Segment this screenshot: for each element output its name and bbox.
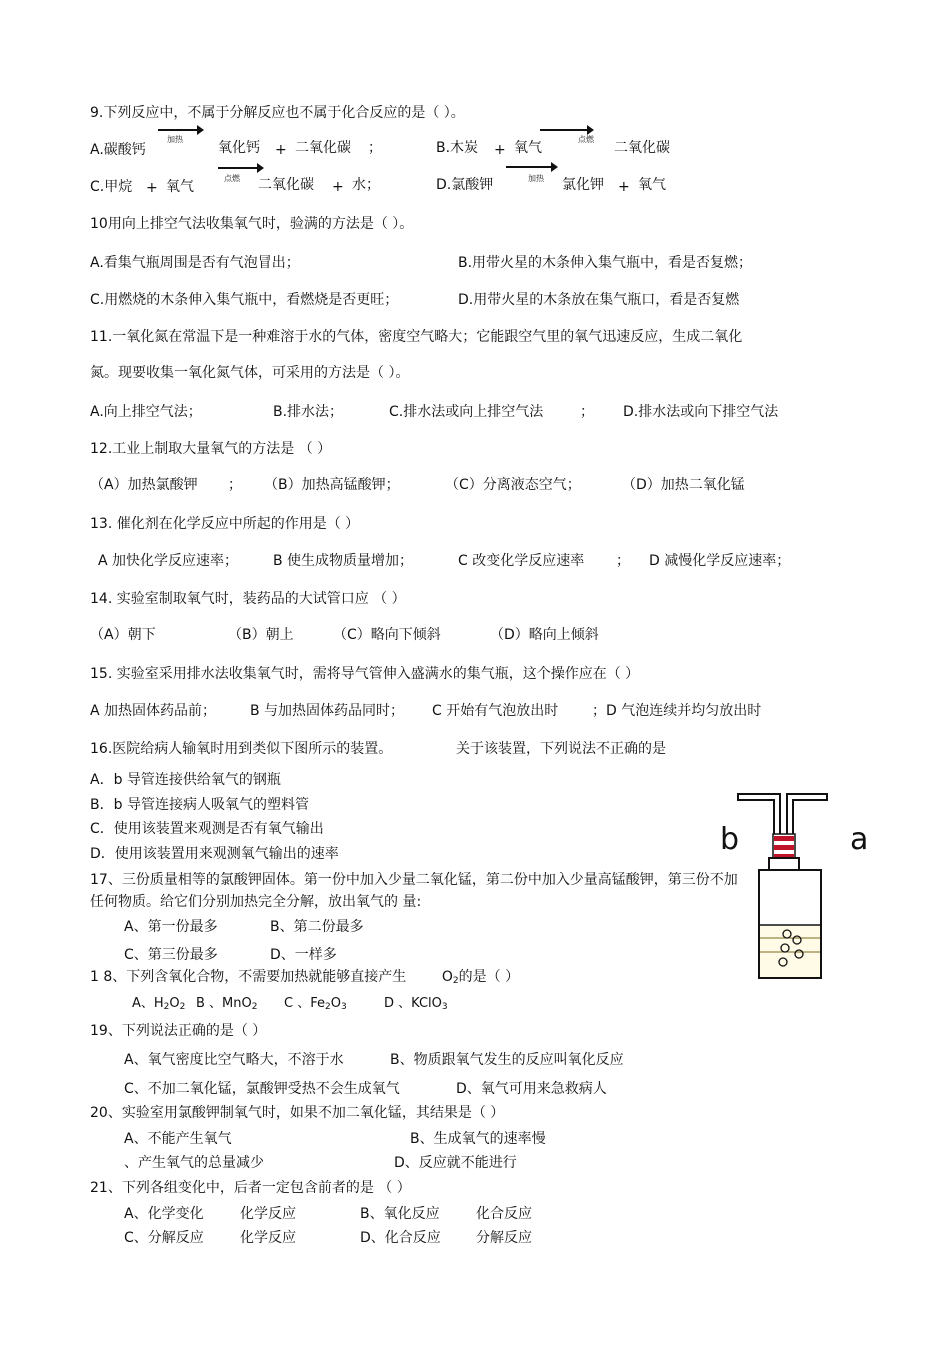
q9-d-arrow bbox=[506, 166, 556, 168]
q11-option-d: D.排水法或向下排空气法 bbox=[623, 404, 779, 420]
q21-stem: 21、下列各组变化中，后者一定包含前者的是 （ ） bbox=[90, 1180, 411, 1196]
q9-a-arrow bbox=[158, 129, 202, 131]
q9-b-product: 二氧化碳 bbox=[614, 140, 670, 156]
q13-stem: 13. 催化剂在化学反应中所起的作用是（ ） bbox=[90, 516, 360, 532]
q9-d-condition: 加热 bbox=[528, 174, 544, 183]
q19-stem: 19、下列说法正确的是（ ） bbox=[90, 1023, 267, 1039]
q19-option-d: D、氧气可用来急救病人 bbox=[456, 1081, 607, 1097]
q15-option-c: C 开始有气泡放出时 bbox=[432, 703, 559, 719]
figure-label-a: a bbox=[850, 822, 869, 857]
q9-c-reactant2: 氧气 bbox=[166, 179, 194, 195]
q9-a-semicolon: ； bbox=[368, 140, 382, 156]
q16-stem-part2: 关于该装置，下列说法不正确的是 bbox=[456, 741, 666, 757]
q9-a-plus: + bbox=[275, 142, 287, 158]
q17-option-c: C、第三份最多 bbox=[124, 947, 218, 963]
q17-stem-line2: 任何物质。给它们分别加热完全分解，放出氧气的 量: bbox=[90, 894, 422, 910]
q18-stem: 1 8、下列含氧化合物，不需要加热就能够直接产生 $O_2$的是（ ） bbox=[90, 969, 520, 986]
q9-stem: 9.下列反应中，不属于分解反应也不属于化合反应的是（ ）。 bbox=[90, 105, 465, 121]
q9-d-product1: 氯化钾 bbox=[562, 177, 604, 193]
q21-option-d-second: 分解反应 bbox=[476, 1230, 532, 1246]
q11-stem-line2: 氮。现要收集一氧化氮气体，可采用的方法是（ ）。 bbox=[90, 365, 410, 381]
q12-stem: 12.工业上制取大量氧气的方法是 （ ） bbox=[90, 441, 332, 457]
q9-a-condition: 加热 bbox=[167, 135, 183, 144]
q17-option-a: A、第一份最多 bbox=[124, 919, 218, 935]
q11-option-b: B.排水法； bbox=[273, 404, 344, 420]
q19-option-b: B、物质跟氧气发生的反应叫氧化反应 bbox=[390, 1052, 624, 1068]
q16-option-c: C．使用该装置来观测是否有氧气输出 bbox=[90, 821, 324, 837]
q13-option-c: C 改变化学反应速率 bbox=[458, 553, 585, 569]
q12-option-b: （B）加热高锰酸钾； bbox=[264, 477, 400, 493]
q10-option-b: B.用带火星的木条伸入集气瓶中，看是否复燃； bbox=[458, 255, 753, 271]
q18-option-c: C 、$Fe_2O_3$ bbox=[284, 996, 347, 1012]
q9-a-product2: 二氧化碳 bbox=[295, 140, 351, 156]
q9-c-arrow bbox=[218, 167, 262, 169]
q13-option-b: B 使生成物质量增加； bbox=[273, 553, 414, 569]
q9-b-plus: + bbox=[494, 142, 506, 158]
q9-option-d-label: D.氯酸钾 bbox=[436, 177, 494, 193]
q18-option-a: A、$H_2O_2$ bbox=[132, 996, 186, 1012]
q9-b-reactant2: 氧气 bbox=[514, 140, 542, 156]
q9-option-c-label: C.甲烷 bbox=[90, 179, 133, 195]
q21-option-c-second: 化学反应 bbox=[240, 1230, 296, 1246]
q10-option-c: C.用燃烧的木条伸入集气瓶中，看燃烧是否更旺； bbox=[90, 292, 399, 308]
q15-option-d: ；D 气泡连续并均匀放出时 bbox=[592, 703, 762, 719]
q11-option-c: C.排水法或向上排空气法 bbox=[389, 404, 544, 420]
q15-option-a: A 加热固体药品前； bbox=[90, 703, 217, 719]
q11-option-c-semicolon: ； bbox=[580, 404, 594, 420]
q9-d-plus: + bbox=[618, 179, 630, 195]
q9-option-b-label: B.木炭 bbox=[436, 140, 479, 156]
q21-option-b: B、氧化反应 bbox=[360, 1206, 440, 1222]
q11-stem-line1: 11.一氧化氮在常温下是一种难溶于水的气体，密度空气略大；它能跟空气里的氧气迅速反应，生成二氧化 bbox=[90, 329, 743, 345]
q14-stem: 14. 实验室制取氧气时，装药品的大试管口应 （ ） bbox=[90, 591, 406, 607]
q11-option-a: A.向上排空气法； bbox=[90, 404, 202, 420]
q13-option-a: A 加快化学反应速率； bbox=[98, 553, 239, 569]
q20-option-b: B、生成氧气的速率慢 bbox=[410, 1131, 546, 1147]
q9-c-product2: 水； bbox=[352, 177, 380, 193]
q9-c-product1: 二氧化碳 bbox=[258, 177, 314, 193]
q16-stem: 16.医院给病人输氧时用到类似下图所示的装置。 bbox=[90, 741, 393, 757]
q12-option-d: （D）加热二氧化锰 bbox=[622, 477, 745, 493]
tube-b bbox=[738, 794, 780, 840]
q14-option-c: （C）略向下倾斜 bbox=[333, 627, 441, 643]
q14-option-d: （D）略向上倾斜 bbox=[490, 627, 599, 643]
q19-option-c: C、不加二氧化锰，氯酸钾受热不会生成氧气 bbox=[124, 1081, 400, 1097]
q9-b-arrow bbox=[540, 129, 592, 131]
figure-label-b: b bbox=[720, 822, 740, 857]
q14-option-a: （A）朝下 bbox=[90, 627, 156, 643]
q9-c-plus: + bbox=[146, 180, 158, 196]
q14-option-b: （B）朝上 bbox=[228, 627, 294, 643]
q18-option-b: B 、MnO$_2$ bbox=[196, 996, 258, 1012]
q20-option-d: D、反应就不能进行 bbox=[394, 1155, 517, 1171]
q13-option-d: D 减慢化学反应速率； bbox=[649, 553, 791, 569]
q13-option-c-semicolon: ； bbox=[616, 553, 630, 569]
q17-option-d: D、一样多 bbox=[270, 947, 337, 963]
q16-option-b: B．b 导管连接病人吸氧气的塑料管 bbox=[90, 797, 309, 813]
q10-option-a: A.看集气瓶周围是否有气泡冒出； bbox=[90, 255, 300, 271]
q9-c-condition: 点燃 bbox=[224, 174, 240, 183]
q20-stem: 20、实验室用氯酸钾制氧气时，如果不加二氧化锰，其结果是（ ） bbox=[90, 1105, 505, 1121]
q20-option-a: A、不能产生氧气 bbox=[124, 1131, 232, 1147]
q10-option-d: D.用带火星的木条放在集气瓶口，看是否复燃 bbox=[458, 292, 740, 308]
q9-d-product2: 氧气 bbox=[638, 177, 666, 193]
q10-stem: 10用向上排空气法收集氧气时，验满的方法是（ ）。 bbox=[90, 216, 414, 232]
q19-option-a: A、氧气密度比空气略大，不溶于水 bbox=[124, 1052, 344, 1068]
q9-c-plus2: + bbox=[332, 179, 344, 195]
q21-option-b-second: 化合反应 bbox=[476, 1206, 532, 1222]
q9-option-a-label: A.碳酸钙 bbox=[90, 142, 146, 158]
q16-option-a: A．b 导管连接供给氧气的钢瓶 bbox=[90, 772, 281, 788]
q21-option-a: A、化学变化 bbox=[124, 1206, 204, 1222]
q12-option-c: （C）分离液态空气； bbox=[445, 477, 581, 493]
q17-option-b: B、第二份最多 bbox=[270, 919, 364, 935]
q12-option-a: （A）加热氯酸钾 bbox=[90, 477, 198, 493]
q18-option-d: D 、KClO$_3$ bbox=[384, 996, 448, 1012]
q9-a-product1: 氧化钙 bbox=[218, 140, 260, 156]
q21-option-d: D、化合反应 bbox=[360, 1230, 441, 1246]
q16-option-d: D．使用该装置用来观测氧气输出的速率 bbox=[90, 846, 339, 862]
q20-option-c: 、产生氧气的总量减少 bbox=[124, 1155, 264, 1171]
q15-option-b: B 与加热固体药品同时； bbox=[250, 703, 405, 719]
q9-b-condition: 点燃 bbox=[578, 135, 594, 144]
q17-stem-line1: 17、三份质量相等的氯酸钾固体。第一份中加入少量二氧化锰，第二份中加入少量高锰酸钾，第三份不加 bbox=[90, 872, 738, 888]
q12-option-a-semicolon: ； bbox=[228, 477, 242, 493]
q21-option-a-second: 化学反应 bbox=[240, 1206, 296, 1222]
q15-stem: 15. 实验室采用排水法收集氧气时，需将导气管伸入盛满水的集气瓶，这个操作应在（ ） bbox=[90, 666, 640, 682]
q21-option-c: C、分解反应 bbox=[124, 1230, 204, 1246]
